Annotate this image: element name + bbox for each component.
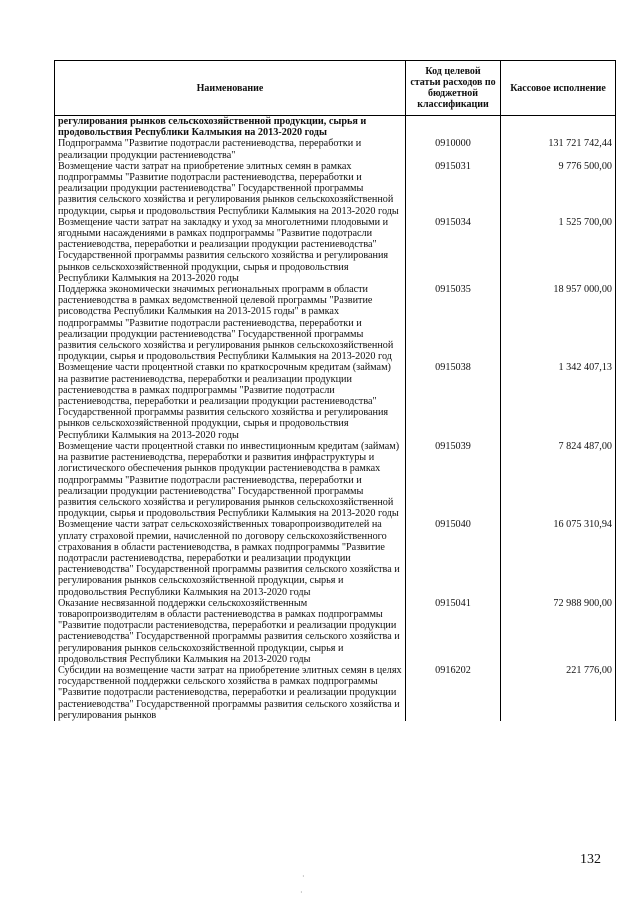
row-code: 0916202	[406, 665, 501, 721]
continuation-amount-cell	[501, 116, 616, 139]
row-amount: 9 776 500,00	[501, 161, 616, 217]
row-amount: 7 824 487,00	[501, 441, 616, 519]
row-name: Возмещение части затрат сельскохозяйственных товаропроизводителей на уплату страховой премии, начисленной по договору сельскохозяйственного страхования в области растениеводства, в рамках подпрограммы "Развитие подотрасли растениеводства, переработки и реализации продукции растениеводства" Государственной программы развития сельского хозяйства и регулирования рынков сельскохозяйственной продукции, сырья и продовольствия Республики Калмыкия на 2013-2020 годы	[55, 519, 406, 597]
header-amount: Кассовое исполнение	[501, 61, 616, 116]
header-code: Код целевой статьи расходов по бюджетной классификации	[406, 61, 501, 116]
header-name: Наименование	[55, 61, 406, 116]
table-row	[55, 217, 616, 284]
table-row	[55, 284, 616, 362]
row-code: 0915038	[406, 362, 501, 440]
page-number: 132	[580, 852, 601, 867]
budget-table	[54, 60, 616, 721]
row-code: 0910000	[406, 138, 501, 160]
table-row	[55, 441, 616, 519]
row-name: Субсидии на возмещение части затрат на приобретение элитных семян в целях государственной поддержки сельского хозяйства в рамках подпрограммы "Развитие подотрасли растениеводства, переработки и реализации продукции растениеводства" Государственной программы развития сельского хозяйства и регулирования рынков	[55, 665, 406, 721]
row-name: Поддержка экономически значимых региональных программ в области растениеводства в рамках ведомственной целевой программы "Развитие рисоводства Республики Калмыкия на 2013-2015 годы" в рамках подпрограммы "Развитие подотрасли растениеводства, переработки и реализации продукции растениеводства" Государственной программы развития сельского хозяйства и регулирования рынков сельскохозяйственной продукции, сырья и продовольствия Республики Калмыкия на 2013-2020 год	[55, 284, 406, 362]
row-code: 0915035	[406, 284, 501, 362]
row-amount: 72 988 900,00	[501, 598, 616, 665]
continuation-text: регулирования рынков сельскохозяйственной продукции, сырья и продовольствия Республики Калмыкия на 2013-2020 годы	[55, 116, 406, 139]
row-amount: 131 721 742,44	[501, 138, 616, 160]
table-header	[55, 61, 616, 116]
continuation-code-cell	[406, 116, 501, 139]
table-body	[55, 116, 616, 721]
continuation-row	[55, 116, 616, 139]
row-name: Подпрограмма "Развитие подотрасли растениеводства, переработки и реализации продукции растениеводства"	[55, 138, 406, 160]
row-code: 0915034	[406, 217, 501, 284]
table-row	[55, 598, 616, 665]
table-row	[55, 138, 616, 160]
row-amount: 1 525 700,00	[501, 217, 616, 284]
scan-speck: ·	[300, 888, 303, 897]
row-code: 0915031	[406, 161, 501, 217]
scan-speck: ·	[302, 872, 305, 881]
row-name: Возмещение части процентной ставки по краткосрочным кредитам (займам) на развитие растениеводства, переработки и реализации продукции растениеводства в рамках подпрограммы "Развитие подотрасли растениеводства, переработки и реализации продукции растениеводства" Государственной программы развития сельского хозяйства и регулирования рынков сельскохозяйственной продукции, сырья и продовольствия Республики Калмыкия на 2013-2020 годы	[55, 362, 406, 440]
row-amount: 221 776,00	[501, 665, 616, 721]
table-row	[55, 161, 616, 217]
row-name: Возмещение части процентной ставки по инвестиционным кредитам (займам) на развитие растениеводства, переработки и развития инфраструктуры и логистического обеспечения рынков продукции растениеводства в рамках подпрограммы "Развитие подотрасли растениеводства, переработки и реализации продукции растениеводства" Государственной программы развития сельского хозяйства и регулирования рынков сельскохозяйственной продукции, сырья и продовольствия Республики Калмыкия на 2013-2020 годы	[55, 441, 406, 519]
table-row	[55, 519, 616, 597]
row-amount: 18 957 000,00	[501, 284, 616, 362]
row-amount: 16 075 310,94	[501, 519, 616, 597]
row-name: Возмещение части затрат на закладку и уход за многолетними плодовыми и ягодными насаждениями в рамках подпрограммы "Развитие подотрасли растениеводства, переработки и реализации продукции растениеводства" Государственной программы развития сельского хозяйства и регулирования рынков сельскохозяйственной продукции, сырья и продовольствия Республики Калмыкия на 2013-2020 годы	[55, 217, 406, 284]
row-name: Оказание несвязанной поддержки сельскохозяйственным товаропроизводителям в области растениеводства в рамках подпрограммы "Развитие подотрасли растениеводства, переработки и реализации продукции растениеводства" Государственной программы развития сельского хозяйства и регулирования рынков сельскохозяйственной продукции, сырья и продовольствия Республики Калмыкия на 2013-2020 годы	[55, 598, 406, 665]
row-name: Возмещение части затрат на приобретение элитных семян в рамках подпрограммы "Развитие подотрасли растениеводства, переработки и реализации продукции растениеводства" Государственной программы развития сельского хозяйства и регулирования рынков сельскохозяйственной продукции, сырья и продовольствия Республики Калмыкия на 2013-2020 годы	[55, 161, 406, 217]
row-code: 0915040	[406, 519, 501, 597]
row-amount: 1 342 407,13	[501, 362, 616, 440]
row-code: 0915039	[406, 441, 501, 519]
row-code: 0915041	[406, 598, 501, 665]
table-row	[55, 665, 616, 721]
table-row	[55, 362, 616, 440]
